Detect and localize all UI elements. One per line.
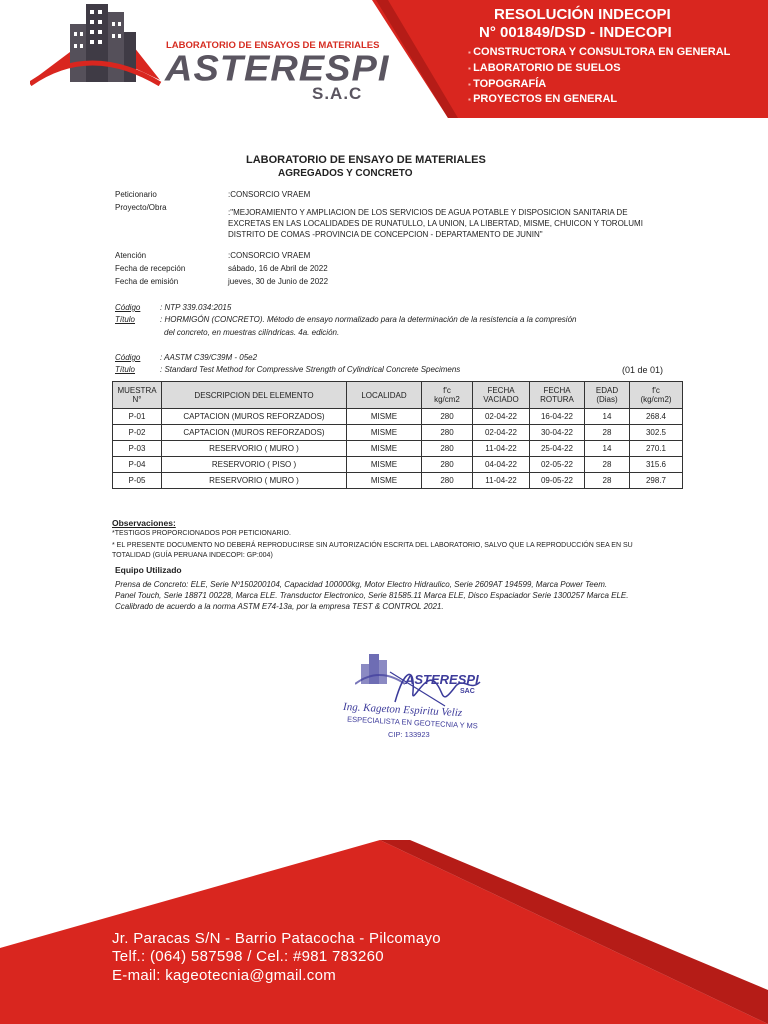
proyecto-value-line: :"MEJORAMIENTO Y AMPLIACION DE LOS SERVICIOS DE AGUA POTABLE Y DISPOSICION SANITARIA DE [228,208,628,217]
brand-suffix: S.A.C [312,84,363,103]
observation-line: * EL PRESENTE DOCUMENTO NO DEBERÁ REPRODUCIRSE SIN AUTORIZACIÓN ESCRITA DEL LABORATORIO, SALVO QUE LA REPRODUCCIÓN SEA EN SU [112,542,633,549]
equipment-line: Panel Touch, Serie 18871 00228, Marca ELE. Transductor Electronico, Serie 81585.11 Marca ELE, Disco Espaciador Serie 1300257 Marca ELE. [115,591,629,600]
codigo-label: Código [115,303,141,312]
lab-tagline: LABORATORIO DE ENSAYOS DE MATERIALES [166,40,380,51]
table-cell: 30-04-22 [530,425,585,441]
table-cell: CAPTACION (MUROS REFORZADOS) [162,409,347,425]
table-cell: RESERVORIO ( PISO ) [162,457,347,473]
stamp-engineer-name: Ing. Kageton Espiritu Veliz [342,700,463,720]
stamp-brand: ASTERESPI [405,672,479,687]
column-header: LOCALIDAD [347,382,422,409]
table-cell: P-03 [113,441,162,457]
resolution-line-2: N° 001849/DSD - INDECOPI [479,24,672,41]
atencion-label: Atención [115,251,147,260]
service-item: ▪ LABORATORIO DE SUELOS [468,62,621,74]
codigo-label: Código [115,353,141,362]
table-cell: MISME [347,457,422,473]
table-cell: 09-05-22 [530,473,585,489]
table-cell: 270.1 [630,441,683,457]
footer-email: E-mail: kageotecnia@gmail.com [112,967,337,984]
table-row [113,441,683,457]
proyecto-label: Proyecto/Obra [115,203,167,212]
report-subtitle: AGREGADOS Y CONCRETO [278,168,413,179]
table-cell: 302.5 [630,425,683,441]
stamp-suffix: SAC [460,688,475,695]
table-cell: 280 [422,457,473,473]
service-item: ▪ CONSTRUCTORA Y CONSULTORA EN GENERAL [468,46,730,58]
service-item: ▪ PROYECTOS EN GENERAL [468,93,617,105]
recepcion-label: Fecha de recepción [115,264,186,273]
column-header: FECHA VACIADO [473,382,530,409]
table-cell: 268.4 [630,409,683,425]
norm-code-1: : NTP 339.034:2015 [160,303,232,312]
stamp-cip: CIP: 133923 [388,730,430,739]
table-cell: 02-04-22 [473,409,530,425]
table-cell: 28 [585,425,630,441]
column-header: f'c kg/cm2 [422,382,473,409]
table-cell: 02-04-22 [473,425,530,441]
table-cell: MISME [347,473,422,489]
table-cell: 28 [585,473,630,489]
equipment-line: Ccalibrado de acuerdo a la norma ASTM E74-13a, por la empresa TEST & CONTROL 2021. [115,602,444,611]
observation-line: *TESTIGOS PROPORCIONADOS POR PETICIONARIO. [112,530,291,537]
peticionario-label: Peticionario [115,190,157,199]
column-header: FECHA ROTURA [530,382,585,409]
table-cell: 11-04-22 [473,441,530,457]
page-count: (01 de 01) [622,365,664,375]
table-cell: RESERVORIO ( MURO ) [162,441,347,457]
table-cell: 315.6 [630,457,683,473]
table-cell: 14 [585,409,630,425]
recepcion-value: sábado, 16 de Abril de 2022 [228,264,328,273]
emision-label: Fecha de emisión [115,277,179,286]
table-row [113,473,683,489]
table-cell: MISME [347,425,422,441]
table-row [113,457,683,473]
table-cell: P-04 [113,457,162,473]
table-cell: 280 [422,409,473,425]
building-logo-icon [30,2,165,86]
stamp-role: ESPECIALISTA EN GEOTECNIA Y MS [346,714,479,731]
footer-phones: Telf.: (064) 587598 / Cel.: #981 783260 [112,948,384,965]
table-cell: P-02 [113,425,162,441]
table-cell: 02-05-22 [530,457,585,473]
table-cell: 14 [585,441,630,457]
brand-name: ASTERESPI [165,49,390,89]
emision-value: jueves, 30 de Junio de 2022 [228,277,329,286]
equipment-label: Equipo Utilizado [115,565,182,575]
norm-title-1b: del concreto, en muestras cilíndricas. 4a. edición. [164,328,340,337]
table-cell: CAPTACION (MUROS REFORZADOS) [162,425,347,441]
norm-title-2: : Standard Test Method for Compressive Strength of Cylindrical Concrete Specimens [160,365,461,374]
table-cell: 25-04-22 [530,441,585,457]
column-header: DESCRIPCION DEL ELEMENTO [162,382,347,409]
service-item: ▪ TOPOGRAFÍA [468,78,546,90]
table-cell: 280 [422,425,473,441]
table-header-row [113,382,683,409]
resolution-line-1: RESOLUCIÓN INDECOPI [494,6,671,23]
column-header: f'c (kg/cm2) [630,382,683,409]
report-title: LABORATORIO DE ENSAYO DE MATERIALES [246,154,486,166]
table-cell: 280 [422,441,473,457]
table-cell: RESERVORIO ( MURO ) [162,473,347,489]
norm-title-1a: : HORMIGÓN (CONCRETO). Método de ensayo normalizado para la determinación de la resistencia a la compresión [160,315,577,324]
table-cell: 04-04-22 [473,457,530,473]
table-row [113,425,683,441]
equipment-line: Prensa de Concreto: ELE, Serie Nº150200104, Capacidad 100000kg, Motor Electro Hidraulico, Serie 2609AT 194599, Marca Power Teem. [115,580,608,589]
table-cell: 298.7 [630,473,683,489]
table-cell: MISME [347,409,422,425]
column-header: MUESTRA N° [113,382,162,409]
table-cell: P-01 [113,409,162,425]
table-cell: 28 [585,457,630,473]
results-table [112,381,683,489]
column-header: EDAD (Dias) [585,382,630,409]
table-cell: 11-04-22 [473,473,530,489]
table-cell: P-05 [113,473,162,489]
proyecto-value-line: EXCRETAS EN LAS LOCALIDADES DE RUNATULLO, LA UNION, LA LIBERTAD, MISME, CHUICON Y TOROLUMI [228,219,643,228]
observations-label: Observaciones: [112,518,176,528]
table-row [113,409,683,425]
table-cell: 16-04-22 [530,409,585,425]
titulo-label: Título [115,365,136,374]
table-cell: 280 [422,473,473,489]
footer-address: Jr. Paracas S/N - Barrio Patacocha - Pilcomayo [112,930,441,947]
norm-code-2: : AASTM C39/C39M - 05e2 [160,353,258,362]
peticionario-value: :CONSORCIO VRAEM [228,190,311,199]
proyecto-value-line: DISTRITO DE COMAS -PROVINCIA DE CONCEPCION - DEPARTAMENTO DE JUNIN" [228,230,543,239]
titulo-label: Título [115,315,136,324]
table-cell: MISME [347,441,422,457]
atencion-value: :CONSORCIO VRAEM [228,251,311,260]
observation-line: TOTALIDAD (GUÍA PERUANA INDECOPI: GP:004) [112,552,273,559]
